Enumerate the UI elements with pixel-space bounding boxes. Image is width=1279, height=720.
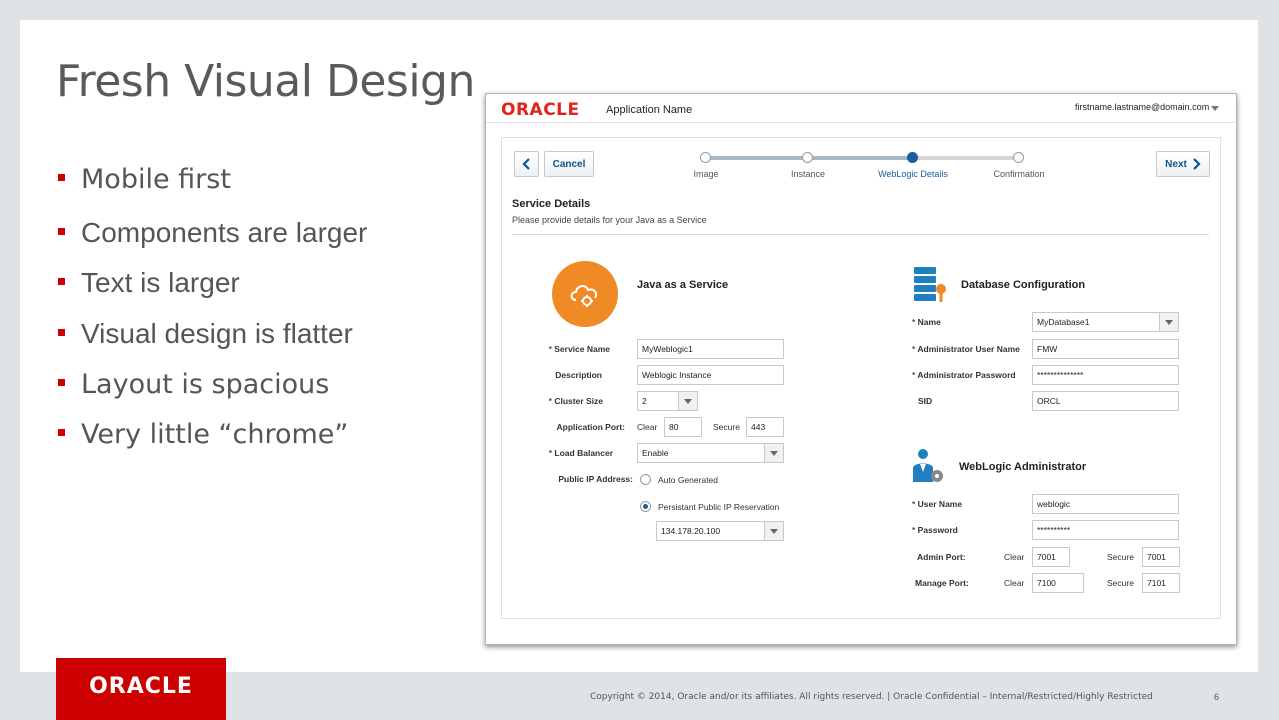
public-ip-label: Public IP Address: — [558, 474, 633, 484]
wizard-panel — [501, 137, 1221, 619]
user-key-icon — [912, 448, 946, 484]
train-label-instance[interactable]: Instance — [790, 169, 826, 179]
train-track — [705, 156, 1015, 160]
db-name-label: * Name — [912, 317, 941, 327]
java-service-title: Java as a Service — [637, 279, 729, 291]
manage-clear-port-input[interactable]: 7100 — [1032, 573, 1084, 593]
reservation-radio[interactable] — [640, 501, 651, 512]
bullet-item: Text is larger — [58, 267, 240, 299]
next-button[interactable]: Next — [1156, 151, 1210, 177]
ip-reservation-select[interactable]: 134.178.20.100 — [656, 521, 784, 541]
chevron-down-icon[interactable] — [1159, 313, 1178, 331]
bullet-item: Visual design is flatter — [58, 318, 353, 350]
db-name-select[interactable]: MyDatabase1 — [1032, 312, 1179, 332]
load-balancer-label: * Load Balancer — [548, 448, 613, 458]
description-label: Description — [555, 370, 602, 380]
secure-port-label: Secure — [713, 422, 740, 432]
admin-port-label: Admin Port: — [917, 552, 966, 562]
admin-clear-port-input[interactable]: 7001 — [1032, 547, 1070, 567]
admin-user-label: * Administrator User Name — [912, 344, 1020, 354]
bullet-item: Mobile first — [58, 164, 231, 195]
bullet-square-icon — [58, 429, 65, 436]
bullet-square-icon — [58, 278, 65, 285]
sid-input[interactable]: ORCL — [1032, 391, 1179, 411]
admin-user-input[interactable]: FMW — [1032, 339, 1179, 359]
chevron-down-icon[interactable] — [678, 392, 697, 410]
auto-generated-radio[interactable] — [640, 474, 651, 485]
train-stop-image[interactable] — [700, 152, 711, 163]
service-name-input[interactable]: MyWeblogic1 — [637, 339, 784, 359]
oracle-logo: ORACLE — [501, 100, 580, 120]
train-label-confirmation[interactable]: Confirmation — [993, 169, 1045, 179]
cluster-size-select[interactable]: 2 — [637, 391, 698, 411]
train-stop-weblogic-details[interactable] — [907, 152, 918, 163]
section-title: Service Details — [512, 198, 591, 210]
app-screenshot — [485, 93, 1237, 645]
chevron-right-icon — [1191, 158, 1201, 170]
bullet-item: Layout is spacious — [58, 369, 329, 400]
user-menu[interactable]: firstname.lastname@domain.com — [1075, 102, 1210, 112]
bullet-item: Components are larger — [58, 217, 367, 249]
cloud-gear-icon — [552, 261, 618, 327]
bullet-square-icon — [58, 329, 65, 336]
wl-password-input[interactable]: ********** — [1032, 520, 1179, 540]
train-label-weblogic-details[interactable]: WebLogic Details — [878, 169, 948, 179]
wl-username-label: * User Name — [912, 499, 963, 509]
app-header — [486, 94, 1236, 123]
bullet-square-icon — [58, 174, 65, 181]
cluster-size-label: * Cluster Size — [548, 396, 603, 406]
train-stop-confirmation[interactable] — [1013, 152, 1024, 163]
admin-password-label: * Administrator Password — [912, 370, 1016, 380]
admin-password-input[interactable]: ************** — [1032, 365, 1179, 385]
app-name: Application Name — [606, 104, 693, 116]
admin-clear-label: Clear — [1004, 552, 1025, 562]
page-number: 6 — [1214, 692, 1220, 702]
manage-secure-port-input[interactable]: 7101 — [1142, 573, 1180, 593]
manage-clear-label: Clear — [1004, 578, 1025, 588]
reservation-label[interactable]: Persistant Public IP Reservation — [658, 502, 780, 512]
train-stop-instance[interactable] — [802, 152, 813, 163]
database-key-icon — [912, 266, 948, 304]
oracle-footer-logo: ORACLE — [56, 658, 226, 720]
chevron-left-icon — [522, 158, 532, 170]
chevron-down-icon[interactable] — [764, 522, 783, 540]
wl-password-label: * Password — [912, 525, 958, 535]
weblogic-admin-title: WebLogic Administrator — [959, 461, 1087, 473]
manage-port-label: Manage Port: — [915, 578, 969, 588]
train-label-image[interactable]: Image — [693, 169, 719, 179]
section-divider — [512, 234, 1209, 235]
copyright-text: Copyright © 2014, Oracle and/or its affiliates. All rights reserved. | Oracle Confidential – Internal/Restricted/Highly Restricted — [590, 692, 1153, 702]
bullet-square-icon — [58, 379, 65, 386]
manage-secure-label: Secure — [1107, 578, 1134, 588]
section-description: Please provide details for your Java as a Service — [512, 215, 707, 225]
service-name-label: * Service Name — [548, 344, 610, 354]
description-input[interactable]: Weblogic Instance — [637, 365, 784, 385]
clear-port-input[interactable]: 80 — [664, 417, 702, 437]
admin-secure-port-input[interactable]: 7001 — [1142, 547, 1180, 567]
slide-title: Fresh Visual Design — [56, 56, 475, 107]
database-config-title: Database Configuration — [961, 279, 1086, 291]
wl-username-input[interactable]: weblogic — [1032, 494, 1179, 514]
application-port-label: Application Port: — [556, 422, 625, 432]
clear-port-label: Clear — [637, 422, 658, 432]
chevron-down-icon[interactable] — [764, 444, 783, 462]
secure-port-input[interactable]: 443 — [746, 417, 784, 437]
bullet-square-icon — [58, 228, 65, 235]
admin-secure-label: Secure — [1107, 552, 1134, 562]
cancel-button[interactable]: Cancel — [544, 151, 594, 177]
auto-generated-label[interactable]: Auto Generated — [658, 475, 719, 485]
load-balancer-select[interactable]: Enable — [637, 443, 784, 463]
bullet-item: Very little “chrome” — [58, 419, 348, 450]
sid-label: SID — [918, 396, 933, 406]
back-button[interactable] — [514, 151, 539, 177]
caret-down-icon[interactable] — [1211, 106, 1219, 111]
